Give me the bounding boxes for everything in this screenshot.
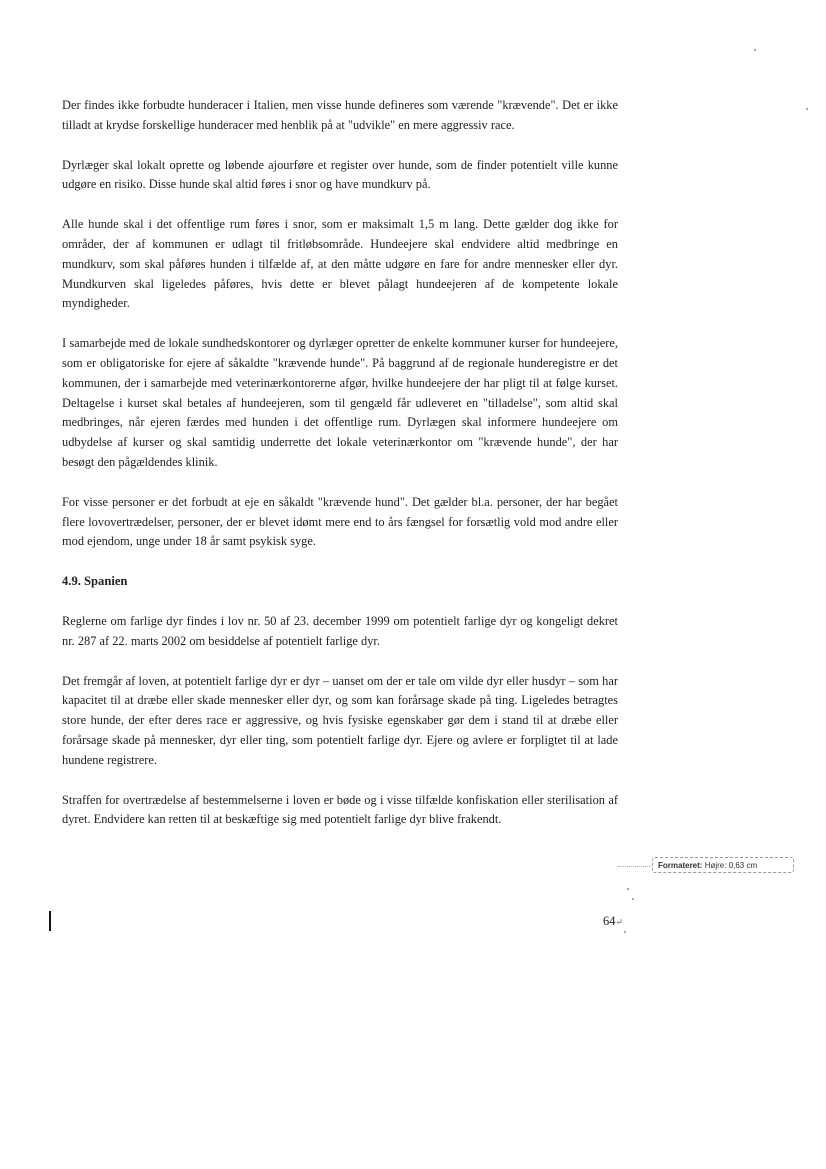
- scan-speck: [754, 49, 756, 51]
- section-heading-spain: 4.9. Spanien: [62, 574, 128, 589]
- page-number-value: 64: [603, 914, 616, 928]
- paragraph-mark-icon: ↵: [615, 917, 623, 927]
- scan-speck: [627, 888, 629, 890]
- paragraph-italy-leash: Alle hunde skal i det offentlige rum føres i snor, som er maksimalt 1,5 m lang. Dette gælder dog ikke for områder, der af kommunen er udlagt til fritløbsområde. Hundeejere skal endvidere altid medbringe en mundkurv, som skal påføres hunden i tilfælde af, at den måtte udgøre en fare for andre mennesker eller dyr. Mundkurven skal ligeledes påføres, hvis dette er blevet pålagt hundeejeren af de kompetente lokale myndigheder.: [62, 217, 618, 311]
- comment-label: Formateret:: [658, 861, 703, 870]
- scan-speck: [632, 898, 634, 900]
- page-number: [603, 913, 623, 930]
- change-bar-marker: [49, 911, 51, 931]
- formatting-comment-balloon[interactable]: [652, 857, 794, 873]
- paragraph-italy-prohibited-owners: For visse personer er det forbudt at eje en såkaldt "krævende hund". Det gælder bl.a. personer, der har begået flere lovovertrædelser, personer, der er blevet idømt mere end to års fængsel for forsætlig vold mod andre eller mod ejendom, unge under 18 år samt psykisk syge.: [62, 494, 618, 549]
- paragraph-spain-definition: Det fremgår af loven, at potentielt farlige dyr er dyr – uanset om der er tale om vilde dyr eller husdyr – som har kapacitet til at dræbe eller skade mennesker eller dyr, og som kan forårsage skade på ting. Ligeledes betragtes store hunde, der efter deres race er aggressive, og hvis fysiske egenskaber gør dem i stand til at dræbe eller forårsage skade på mennesker, dyr eller ting, som potentielt farlige dyr. Ejere og avlere er forpligtet til at lade hundene registrere.: [62, 673, 618, 767]
- document-body: [62, 96, 618, 850]
- paragraph-italy-register: Dyrlæger skal lokalt oprette og løbende ajourføre et register over hunde, som de finder potentielt ville kunne udgøre en risiko. Disse hunde skal altid føres i snor og have mundkurv på.: [62, 157, 618, 192]
- paragraph-italy-courses: I samarbejde med de lokale sundhedskontorer og dyrlæger opretter de enkelte kommuner kurser for hundeejere, som er obligatoriske for ejere af såkaldte "krævende hunde". På baggrund af de regionale hunderegistre er det kommunen, der i samarbejde med veterinærkontorerne afgør, hvilke hundeejere der har pligt til at følge kurset. Deltagelse i kurset skal betales af hundeejeren, som til gengæld får udleveret en "tilladelse", som altid skal medbringes, når ejeren færdes med hunden i det offentlige rum. Dyrlægen skal informere hundeejere om udbydelse af kurser og skal samtidig underrette det lokale veterinærkontor om "krævende hunde", der har besøgt den pågældendes klinik.: [62, 336, 618, 469]
- paragraph-spain-penalty: Straffen for overtrædelse af bestemmelserne i loven er bøde og i visse tilfælde konfiskation eller sterilisation af dyret. Endvidere kan retten til at beskæftige sig med potentielt farlige dyr blive frakendt.: [62, 792, 618, 827]
- paragraph-italy-breeds: Der findes ikke forbudte hunderacer i Italien, men visse hunde defineres som værende "krævende". Det er ikke tilladt at krydse forskellige hunderacer med henblik på at "udvikle" en mere aggressiv race.: [62, 98, 618, 132]
- paragraph-spain-law: Reglerne om farlige dyr findes i lov nr. 50 af 23. december 1999 om potentielt farlige dyr og kongeligt dekret nr. 287 af 22. marts 2002 om besiddelse af potentielt farlige dyr.: [62, 613, 618, 648]
- comment-text: Højre: 0,63 cm: [704, 861, 758, 870]
- scan-speck: [624, 931, 626, 933]
- scan-speck: [806, 108, 808, 110]
- comment-connector-line: [618, 866, 652, 867]
